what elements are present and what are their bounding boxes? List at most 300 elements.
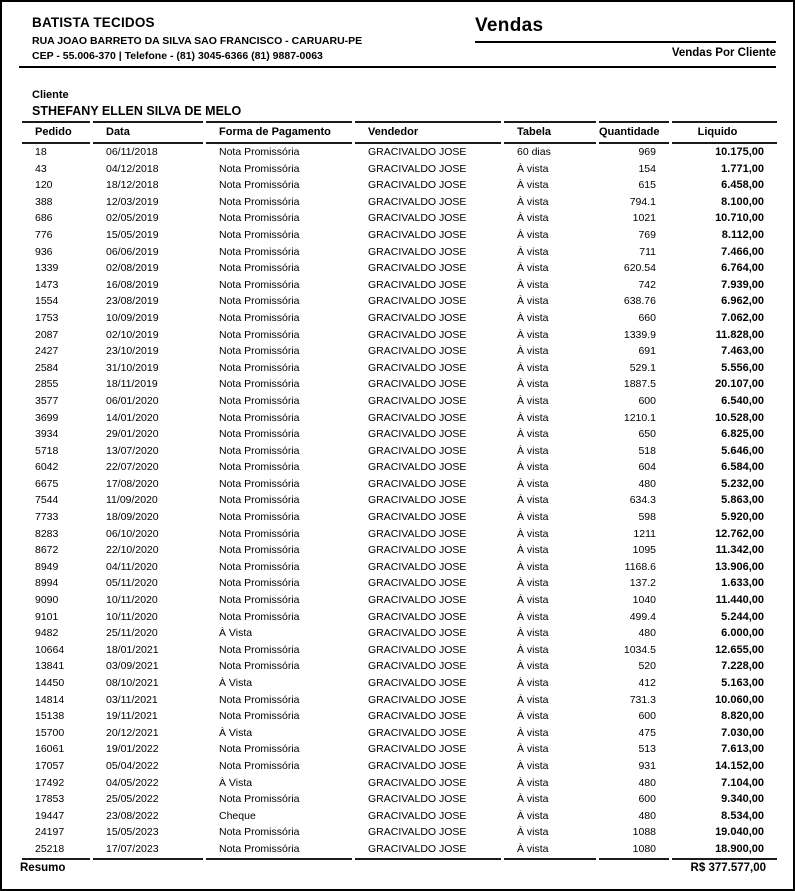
cell-pedido: 9101 <box>35 610 59 623</box>
cell-vendedor: GRACIVALDO JOSE <box>368 643 467 656</box>
cell-forma-de-pagamento: Nota Promissória <box>219 295 300 308</box>
cell-data: 25/11/2020 <box>106 627 158 640</box>
cell-data: 29/01/2020 <box>106 428 159 441</box>
cell-pedido: 25218 <box>22 841 90 860</box>
cell-liquido: 7.613,00 <box>721 743 764 756</box>
company-address: RUA JOAO BARRETO DA SILVA SAO FRANCISCO - CARUARU-PE <box>32 35 363 47</box>
cell-forma-de-pagamento: Nota Promissória <box>219 228 300 241</box>
cell-data: 02/08/2019 <box>106 262 159 275</box>
cell-quantidade: 634.3 <box>629 494 656 507</box>
cell-pedido: 16061 <box>35 743 65 756</box>
cell-vendedor: GRACIVALDO JOSE <box>368 660 467 673</box>
cell-tabela: À vista <box>517 461 549 474</box>
cell-tabela: À vista <box>517 228 549 241</box>
cell-liquido: 18.900,00 <box>672 841 777 860</box>
table-row <box>22 824 777 841</box>
cell-tabela: À vista <box>517 378 549 391</box>
cell-liquido: 7.062,00 <box>721 311 764 324</box>
cell-quantidade: 969 <box>638 146 656 158</box>
cell-data: 22/10/2020 <box>106 544 159 557</box>
cell-tabela: À vista <box>517 677 549 689</box>
cell-quantidade: 412 <box>638 677 656 689</box>
cell-data: 31/10/2019 <box>106 361 159 374</box>
cell-liquido: 11.440,00 <box>715 594 764 607</box>
cell-vendedor: GRACIVALDO JOSE <box>368 544 467 557</box>
cell-data: 13/07/2020 <box>106 444 159 457</box>
cell-quantidade: 1168.6 <box>624 560 656 573</box>
cell-liquido: 5.646,00 <box>721 444 764 457</box>
cell-data: 05/11/2020 <box>106 577 158 590</box>
table-header-row <box>22 121 777 144</box>
cell-tabela: À vista <box>517 610 549 623</box>
cell-vendedor: GRACIVALDO JOSE <box>368 394 467 407</box>
cell-vendedor: GRACIVALDO JOSE <box>368 494 467 507</box>
cell-pedido: 3699 <box>35 411 59 424</box>
cell-vendedor: GRACIVALDO JOSE <box>368 295 467 308</box>
table-row <box>22 260 777 277</box>
cell-tabela: À vista <box>517 444 549 457</box>
cell-pedido: 8994 <box>35 577 59 590</box>
cell-vendedor: GRACIVALDO JOSE <box>368 461 467 474</box>
table-row <box>22 741 777 758</box>
cell-liquido: 7.228,00 <box>721 660 764 673</box>
cell-forma-de-pagamento: Nota Promissória <box>219 643 300 656</box>
table-row <box>22 410 777 427</box>
cell-forma-de-pagamento: Nota Promissória <box>219 461 300 474</box>
cell-liquido: 7.104,00 <box>721 776 764 789</box>
table-row <box>22 609 777 626</box>
report-head <box>475 15 776 59</box>
cell-forma-de-pagamento: Nota Promissória <box>219 759 300 772</box>
cell-vendedor: GRACIVALDO JOSE <box>368 146 467 158</box>
cell-data: 06/10/2020 <box>106 527 159 540</box>
table-row <box>22 592 777 609</box>
cell-quantidade: 1095 <box>632 544 656 557</box>
cell-pedido: 17492 <box>35 776 65 789</box>
cell-vendedor: GRACIVALDO JOSE <box>368 677 467 689</box>
cell-quantidade: 1021 <box>632 212 656 225</box>
table-row <box>22 509 777 526</box>
cell-tabela: À vista <box>517 527 549 540</box>
cell-tabela: À vista <box>517 428 549 441</box>
cell-forma-de-pagamento: Nota Promissória <box>219 179 300 192</box>
cell-pedido: 8283 <box>35 527 59 540</box>
table-row <box>22 293 777 310</box>
cell-forma-de-pagamento: Nota Promissória <box>219 793 300 806</box>
company-cep-phone: CEP - 55.006-370 | Telefone - (81) 3045-6366 (81) 9887-0063 <box>32 50 323 62</box>
cell-data: 25/05/2022 <box>106 793 159 806</box>
cell-pedido: 936 <box>35 245 53 258</box>
cell-data: 03/11/2021 <box>106 693 158 706</box>
table-row <box>22 542 777 559</box>
client-block <box>32 89 241 118</box>
table-row <box>22 708 777 725</box>
cell-liquido: 11.342,00 <box>715 544 764 557</box>
cell-data: 16/08/2019 <box>106 278 159 291</box>
cell-quantidade: 480 <box>638 776 656 789</box>
table-row <box>22 559 777 576</box>
cell-quantidade: 1088 <box>632 826 656 839</box>
cell-vendedor: GRACIVALDO JOSE <box>368 361 467 374</box>
table-row <box>22 642 777 659</box>
cell-vendedor: GRACIVALDO JOSE <box>368 162 467 175</box>
cell-pedido: 388 <box>35 195 53 208</box>
cell-forma-de-pagamento: À Vista <box>219 776 253 789</box>
cell-forma-de-pagamento: Nota Promissória <box>219 594 300 607</box>
cell-forma-de-pagamento: Nota Promissória <box>219 146 300 158</box>
table-row <box>22 692 777 709</box>
cell-pedido: 6042 <box>35 461 59 474</box>
cell-vendedor: GRACIVALDO JOSE <box>368 444 467 457</box>
cell-tabela: À vista <box>517 345 549 358</box>
column-header-data: Data <box>93 121 203 144</box>
cell-pedido: 15138 <box>35 710 65 723</box>
cell-tabela: À vista <box>517 179 549 192</box>
header-divider <box>19 66 776 68</box>
table-row <box>22 244 777 261</box>
table-row <box>22 227 777 244</box>
cell-vendedor: GRACIVALDO JOSE <box>368 610 467 623</box>
cell-liquido: 14.152,00 <box>715 759 764 772</box>
cell-vendedor: GRACIVALDO JOSE <box>368 627 467 640</box>
cell-tabela: À vista <box>517 743 549 756</box>
cell-vendedor: GRACIVALDO JOSE <box>368 710 467 723</box>
column-header-tabela: Tabela <box>504 121 596 144</box>
table-row <box>22 327 777 344</box>
cell-tabela: À vista <box>517 759 549 772</box>
cell-tabela: À vista <box>517 660 549 673</box>
table-row <box>22 161 777 178</box>
cell-tabela: À vista <box>517 262 549 275</box>
cell-pedido: 3934 <box>35 428 59 441</box>
cell-data: 18/12/2018 <box>106 179 159 192</box>
table-row <box>22 526 777 543</box>
cell-quantidade: 518 <box>638 444 656 457</box>
cell-forma-de-pagamento: Nota Promissória <box>219 378 300 391</box>
cell-liquido: 8.820,00 <box>721 710 764 723</box>
cell-tabela: À vista <box>517 776 549 789</box>
table-row <box>22 393 777 410</box>
cell-liquido: 1.771,00 <box>721 162 764 175</box>
cell-forma-de-pagamento: Nota Promissória <box>219 693 300 706</box>
cell-tabela: À vista <box>517 245 549 258</box>
cell-liquido: 6.764,00 <box>721 262 764 275</box>
cell-tabela: À vista <box>517 726 549 739</box>
cell-forma-de-pagamento: Nota Promissória <box>219 328 300 341</box>
cell-quantidade: 529.1 <box>629 361 656 374</box>
cell-forma-de-pagamento: Nota Promissória <box>219 710 300 723</box>
cell-vendedor: GRACIVALDO JOSE <box>368 411 467 424</box>
cell-pedido: 7544 <box>35 494 59 507</box>
cell-liquido: 6.540,00 <box>721 394 764 407</box>
cell-forma-de-pagamento: Nota Promissória <box>219 345 300 358</box>
cell-pedido: 776 <box>35 228 53 241</box>
cell-quantidade: 598 <box>638 511 656 524</box>
cell-data: 02/10/2019 <box>106 328 159 341</box>
table-row <box>22 725 777 742</box>
cell-vendedor: GRACIVALDO JOSE <box>368 793 467 806</box>
cell-tabela: À vista <box>517 560 549 573</box>
cell-pedido: 120 <box>35 179 53 192</box>
cell-forma-de-pagamento: Nota Promissória <box>219 477 300 490</box>
cell-data: 23/08/2022 <box>106 809 159 822</box>
cell-data: 02/05/2019 <box>106 212 159 225</box>
cell-forma-de-pagamento: Nota Promissória <box>219 245 300 258</box>
cell-vendedor: GRACIVALDO JOSE <box>368 378 467 391</box>
table-row <box>22 575 777 592</box>
cell-liquido: 6.458,00 <box>721 179 764 192</box>
cell-pedido: 9090 <box>35 594 59 607</box>
cell-quantidade: 480 <box>638 477 656 490</box>
cell-liquido: 10.060,00 <box>715 693 764 706</box>
table-row <box>22 758 777 775</box>
cell-forma-de-pagamento: Nota Promissória <box>219 494 300 507</box>
cell-vendedor: GRACIVALDO JOSE <box>368 278 467 291</box>
cell-tabela: À vista <box>517 311 549 324</box>
cell-data: 08/10/2021 <box>106 677 159 689</box>
cell-pedido: 5718 <box>35 444 59 457</box>
cell-data: 23/08/2019 <box>106 295 159 308</box>
cell-forma-de-pagamento: Nota Promissória <box>219 428 300 441</box>
cell-tabela: À vista <box>517 328 549 341</box>
column-header-liquido: Liquido <box>672 121 777 144</box>
table-row <box>22 277 777 294</box>
cell-pedido: 686 <box>35 212 53 225</box>
cell-tabela: À vista <box>517 594 549 607</box>
table-row <box>22 210 777 227</box>
cell-forma-de-pagamento: Nota Promissória <box>206 841 352 860</box>
cell-forma-de-pagamento: Nota Promissória <box>219 262 300 275</box>
cell-forma-de-pagamento: Nota Promissória <box>219 660 300 673</box>
cell-forma-de-pagamento: Nota Promissória <box>219 544 300 557</box>
cell-pedido: 17853 <box>35 793 65 806</box>
cell-vendedor: GRACIVALDO JOSE <box>368 328 467 341</box>
table-row <box>22 791 777 808</box>
cell-quantidade: 475 <box>638 726 656 739</box>
cell-data: 04/12/2018 <box>106 162 159 175</box>
cell-liquido: 10.710,00 <box>715 212 764 225</box>
cell-quantidade: 742 <box>638 278 656 291</box>
cell-forma-de-pagamento: Nota Promissória <box>219 743 300 756</box>
summary-total: R$ 377.577,00 <box>690 862 766 874</box>
cell-data: 15/05/2019 <box>106 228 159 241</box>
cell-vendedor: GRACIVALDO JOSE <box>368 311 467 324</box>
cell-vendedor: GRACIVALDO JOSE <box>368 527 467 540</box>
cell-vendedor: GRACIVALDO JOSE <box>355 841 501 860</box>
cell-forma-de-pagamento: Nota Promissória <box>219 311 300 324</box>
cell-tabela: À vista <box>517 278 549 291</box>
table-row <box>22 144 777 161</box>
cell-tabela: À vista <box>517 809 549 822</box>
summary-label: Resumo <box>20 862 66 874</box>
cell-data: 06/11/2018 <box>106 146 158 158</box>
cell-quantidade: 620.54 <box>623 262 656 275</box>
column-header-vendedor: Vendedor <box>355 121 501 144</box>
cell-liquido: 7.466,00 <box>721 245 764 258</box>
cell-tabela: À vista <box>517 162 549 175</box>
table-row <box>22 360 777 377</box>
cell-quantidade: 1040 <box>632 594 656 607</box>
cell-quantidade: 769 <box>638 228 656 241</box>
cell-pedido: 1339 <box>35 262 59 275</box>
cell-liquido: 12.655,00 <box>715 643 764 656</box>
cell-liquido: 6.000,00 <box>721 627 764 640</box>
cell-pedido: 43 <box>35 162 47 175</box>
cell-pedido: 6675 <box>35 477 59 490</box>
cell-data: 10/11/2020 <box>106 594 158 607</box>
cell-liquido: 10.528,00 <box>715 411 764 424</box>
cell-tabela: À vista <box>517 295 549 308</box>
cell-forma-de-pagamento: Nota Promissória <box>219 195 300 208</box>
cell-vendedor: GRACIVALDO JOSE <box>368 560 467 573</box>
cell-quantidade: 137.2 <box>629 577 656 590</box>
cell-liquido: 8.534,00 <box>721 809 764 822</box>
cell-vendedor: GRACIVALDO JOSE <box>368 228 467 241</box>
cell-quantidade: 638.76 <box>623 295 656 308</box>
cell-forma-de-pagamento: À Vista <box>219 726 253 739</box>
cell-pedido: 2584 <box>35 361 59 374</box>
cell-quantidade: 650 <box>638 428 656 441</box>
cell-vendedor: GRACIVALDO JOSE <box>368 743 467 756</box>
cell-quantidade: 615 <box>638 179 656 192</box>
cell-quantidade: 604 <box>638 461 656 474</box>
cell-pedido: 3577 <box>35 394 59 407</box>
sales-table-body <box>22 144 777 860</box>
cell-liquido: 8.112,00 <box>721 228 764 241</box>
cell-liquido: 7.463,00 <box>721 345 764 358</box>
cell-pedido: 2087 <box>35 328 59 341</box>
cell-tabela: À vista <box>517 494 549 507</box>
cell-quantidade: 513 <box>638 743 656 756</box>
cell-quantidade: 1339.9 <box>623 328 656 341</box>
cell-forma-de-pagamento: À Vista <box>219 677 253 689</box>
cell-liquido: 7.030,00 <box>721 726 764 739</box>
cell-quantidade: 1887.5 <box>623 378 656 391</box>
cell-data: 17/08/2020 <box>106 477 159 490</box>
cell-liquido: 7.939,00 <box>721 278 764 291</box>
cell-liquido: 20.107,00 <box>715 378 764 391</box>
cell-forma-de-pagamento: Nota Promissória <box>219 826 300 839</box>
cell-pedido: 1753 <box>35 311 59 324</box>
report-subtitle: Vendas Por Cliente <box>671 47 776 59</box>
cell-data: 23/10/2019 <box>106 345 159 358</box>
cell-quantidade: 600 <box>638 394 656 407</box>
cell-tabela: À vista <box>517 477 549 490</box>
cell-quantidade: 1211 <box>633 527 656 540</box>
cell-pedido: 14450 <box>35 677 65 689</box>
cell-data: 15/05/2023 <box>106 826 159 839</box>
cell-liquido: 6.825,00 <box>721 428 764 441</box>
cell-data: 11/09/2020 <box>106 494 158 507</box>
table-row <box>22 177 777 194</box>
cell-data: 20/12/2021 <box>106 726 159 739</box>
cell-vendedor: GRACIVALDO JOSE <box>368 262 467 275</box>
cell-liquido: 12.762,00 <box>715 527 764 540</box>
cell-tabela: À vista <box>517 411 549 424</box>
cell-forma-de-pagamento: Nota Promissória <box>219 212 300 225</box>
summary-row <box>20 862 776 874</box>
cell-vendedor: GRACIVALDO JOSE <box>368 577 467 590</box>
cell-liquido: 1.633,00 <box>721 577 764 590</box>
cell-forma-de-pagamento: Nota Promissória <box>219 394 300 407</box>
cell-forma-de-pagamento: Nota Promissória <box>219 511 300 524</box>
cell-data: 18/11/2019 <box>106 378 158 391</box>
cell-pedido: 13841 <box>35 660 65 673</box>
cell-data: 03/09/2021 <box>106 660 159 673</box>
cell-vendedor: GRACIVALDO JOSE <box>368 594 467 607</box>
cell-vendedor: GRACIVALDO JOSE <box>368 693 467 706</box>
cell-pedido: 2427 <box>35 345 59 358</box>
cell-vendedor: GRACIVALDO JOSE <box>368 809 467 822</box>
cell-quantidade: 1034.5 <box>623 643 656 656</box>
cell-quantidade: 731.3 <box>629 693 656 706</box>
table-row <box>22 476 777 493</box>
cell-liquido: 5.163,00 <box>721 677 764 689</box>
cell-vendedor: GRACIVALDO JOSE <box>368 477 467 490</box>
cell-liquido: 5.556,00 <box>721 361 764 374</box>
cell-quantidade: 520 <box>638 660 656 673</box>
cell-pedido: 8949 <box>35 560 59 573</box>
client-label: Cliente <box>32 89 69 101</box>
table-row <box>22 492 777 509</box>
cell-tabela: À vista <box>517 361 549 374</box>
table-row <box>22 775 777 792</box>
cell-tabela: À vista <box>517 394 549 407</box>
table-row <box>22 343 777 360</box>
cell-tabela: À vista <box>504 841 596 860</box>
column-header-forma-de-pagamento: Forma de Pagamento <box>206 121 352 144</box>
company-header <box>32 15 362 65</box>
cell-pedido: 17057 <box>35 759 65 772</box>
client-name: STHEFANY ELLEN SILVA DE MELO <box>32 104 242 118</box>
cell-liquido: 6.584,00 <box>721 461 764 474</box>
cell-forma-de-pagamento: Nota Promissória <box>219 411 300 424</box>
cell-quantidade: 480 <box>638 809 656 822</box>
cell-data: 18/09/2020 <box>106 511 159 524</box>
cell-tabela: À vista <box>517 693 549 706</box>
cell-liquido: 9.340,00 <box>721 793 764 806</box>
cell-quantidade: 691 <box>638 345 656 358</box>
cell-quantidade: 154 <box>638 162 656 175</box>
cell-forma-de-pagamento: Nota Promissória <box>219 560 300 573</box>
cell-tabela: À vista <box>517 826 549 839</box>
cell-liquido: 10.175,00 <box>715 146 764 158</box>
company-name: BATISTA TECIDOS <box>32 15 155 30</box>
cell-data: 06/06/2019 <box>106 245 159 258</box>
table-row <box>22 808 777 825</box>
cell-vendedor: GRACIVALDO JOSE <box>368 511 467 524</box>
cell-quantidade: 711 <box>639 245 656 258</box>
cell-tabela: À vista <box>517 793 549 806</box>
cell-data: 10/09/2019 <box>106 311 159 324</box>
cell-data: 18/01/2021 <box>106 643 159 656</box>
cell-data: 19/01/2022 <box>106 743 159 756</box>
cell-vendedor: GRACIVALDO JOSE <box>368 345 467 358</box>
cell-data: 04/05/2022 <box>106 776 159 789</box>
table-row <box>22 310 777 327</box>
cell-vendedor: GRACIVALDO JOSE <box>368 826 467 839</box>
cell-pedido: 1554 <box>35 295 59 308</box>
cell-liquido: 11.828,00 <box>715 328 764 341</box>
cell-liquido: 19.040,00 <box>715 826 764 839</box>
cell-data: 10/11/2020 <box>106 610 158 623</box>
cell-vendedor: GRACIVALDO JOSE <box>368 726 467 739</box>
cell-data: 14/01/2020 <box>106 411 159 424</box>
cell-forma-de-pagamento: Nota Promissória <box>219 577 300 590</box>
cell-tabela: À vista <box>517 710 549 723</box>
table-row <box>22 443 777 460</box>
cell-vendedor: GRACIVALDO JOSE <box>368 212 467 225</box>
